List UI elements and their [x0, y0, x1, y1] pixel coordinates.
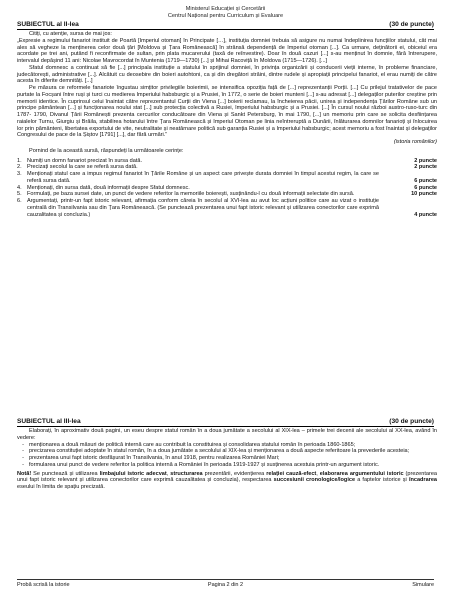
question-item [17, 198, 437, 218]
source-citation: (istoria românilor) [393, 139, 437, 145]
question-text: Menționați statul care a impus regimul fanariot în Țările Române și un aspect care privește durata domniei în timpul acestui regim, la care se referă sursa dată. [27, 171, 379, 184]
question-text: Numiți un domn fanariot precizat în sursa dată. [27, 157, 143, 164]
question-text: Menționați, din sursa dată, două informații despre Sfatul domnesc. [27, 184, 190, 191]
source-paragraph-2: Sfatul domnesc a continuat să fie [...] principala instituție a statului în sprijinul domniei, în privința organizării și conducerii vieții interne, în probleme financiare, judecătorești, administrative [...]. Alcătuit cu deosebire din boieri autohtoni, ca și din dregători străini, dintre rudele și apropiații principelui fanariot, el erau numiți de către acesta în diferite demnități. [...] [17, 64, 437, 85]
grading-note [17, 471, 437, 491]
question-text: Precizați secolul la care se referă sursa dată. [27, 164, 138, 171]
dash-marker: - [22, 441, 24, 448]
dash-marker: - [22, 455, 24, 461]
requirement-text: menționarea a două măsuri de politică internă care au contribuit la constituirea și consolidarea statului român în perioada 1860-1865; [29, 441, 356, 448]
document-header [0, 6, 451, 20]
subject3-heading [17, 418, 434, 427]
requirement-item [17, 442, 437, 449]
requirement-item [17, 448, 437, 455]
question-item [17, 171, 437, 185]
question-number: 3. [17, 171, 22, 177]
question-text: Formulați, pe baza sursei date, un punct de vedere referitor la memoriile boierești, susținându-l cu două informații selectate din sursă. [27, 191, 355, 198]
subject2-heading [17, 21, 434, 30]
question-number: 1. [17, 157, 22, 164]
question-number: 4. [17, 184, 22, 191]
dash-marker: - [22, 448, 24, 455]
question-points: 2 puncte [414, 164, 437, 171]
dash-marker: - [22, 461, 24, 468]
subject2-prompt: Pornind de la această sursă, răspundeți la următoarele cerințe: [29, 147, 184, 154]
requirement-item [17, 455, 437, 462]
subject3-title: SUBIECTUL al III-lea [17, 418, 81, 425]
subject3-body [17, 428, 437, 491]
page-footer [17, 579, 434, 589]
note-lead: Notă! [17, 470, 32, 477]
subject3-intro: Elaborați, în aproximativ două pagini, un eseu despre statul român în a doua jumătate a secolului al XIX-lea – primele trei decenii ale secolului al XX-lea, având în vedere: [17, 428, 437, 441]
question-points: 4 puncte [414, 211, 437, 218]
note-emphasis: încadrarea [408, 477, 437, 484]
question-item [17, 158, 437, 165]
subject2-points: (30 de puncte) [389, 21, 434, 28]
note-text: a faptelor istorice și [355, 477, 409, 484]
question-item [17, 164, 437, 171]
note-text: eseului în limita de spațiu precizată. [17, 484, 105, 490]
subject2-instruction: Citiți, cu atenție, sursa de mai jos: [29, 31, 112, 37]
footer-left: Probă scrisă la istorie [17, 582, 70, 588]
note-text: (prezentarea unui fapt istoric relevant și utilizarea conectorilor care exprimă cauzalitatea și concluzia), respectarea [17, 470, 437, 484]
question-number: 6. [17, 198, 22, 204]
question-item [17, 191, 437, 198]
question-text: Argumentați, printr-un fapt istoric relevant, afirmația conform căreia în secolul al XVI-lea au avut loc acțiuni politice care au vizat o instituție centrală din Transilvania sau din Țara Românească. (Se punctează prezentarea unui fapt istoric relevant și utilizarea conectorilor care exprimă cauzalitatea și concluzia.) [27, 198, 379, 218]
question-number: 5. [17, 191, 22, 198]
subject2-body [17, 31, 437, 218]
page-number: Pagina 2 din 2 [207, 582, 244, 588]
note-emphasis: elaborarea argumentului istoric [319, 470, 404, 477]
question-item [17, 185, 437, 192]
requirement-text: prezentarea unui fapt istoric desfășurat în Transilvania, în anul 1918, pentru realizarea României Mari; [29, 455, 280, 461]
note-emphasis: relației cauză-efect [266, 470, 317, 477]
note-text: , [316, 470, 320, 477]
note-text: prezentării, evidențierea [202, 470, 267, 477]
note-emphasis: succesiunii cronologice/logice [273, 477, 356, 484]
source-paragraph-3: Pe măsura ce reformele fanariote îngustau simțitor privilegiile boierimii, se intensifica opoziția față de [...] reprezentanții Porții. [...] Cu prilejul tratativelor de pace purtate la Focșani între ruși și turci cu medierea Imperiului habsburgic și a Prusiei, în 1772, o serie de boieri munteni [...] s-au adresat [...] delegaților puterilor creștine prin memorii identice. În cuprinsul celui înaintat către reprezentantul Curții din Viena [...] boierii reclamau, la încheierea păcii, unirea și independența Țărilor Române sub un principe pământean [...] și funcționarea noului stat [...] sub protecția colectivă a Rusiei, Imperiului habsburgic și a Prusiei. [...] În cursul noului război austro-ruso-turc din 1787- 1790, Divanul Țării Românești prezenta cercurilor conducătoare din Viena și Sankt Petersburg, în mai 1790, [...] un memoriu prin care se solicita desființarea raialelor Turnu, Giurgiu și Brăila, stabilirea hotarului între Țara Românească și Imperiul Otoman pe linia neîntreruptă a Dunării, înlăturarea domnilor fanarioți și înlocuirea lor prin pământeni, libertatea exportului de vite, neutralitate și neatârnare politică sub garanția Rusiei și a Imperiului habsburgic; acest memoriu a fost înaintat și delegaților Congresului de pace de la Șiștov [1791] [...], dar fără urmări.” [17, 85, 437, 139]
note-emphasis: limbajului istoric adecvat [99, 470, 167, 477]
note-emphasis: structurarea [170, 470, 203, 477]
question-number: 2. [17, 164, 22, 171]
note-text: Se punctează și utilizarea [31, 470, 100, 477]
note-text: , [166, 470, 171, 477]
question-points: 2 puncte [414, 157, 437, 164]
question-points: 10 puncte [411, 191, 437, 198]
requirement-text: formularea unui punct de vedere referitor la politica internă a României în perioada 1919-1927 și susținerea acestuia printr-un argument istoric. [29, 461, 380, 468]
ministry-name: Ministerul Educației și Cercetării [185, 6, 266, 12]
requirement-text: precizarea constituției adoptate în statul român, în a doua jumătate a secolului al XIX-lea și menționarea a două aspecte referitoare la prevederile acesteia; [29, 448, 410, 455]
center-name: Centrul Național pentru Curriculum și Evaluare [167, 13, 284, 19]
source-paragraph-1: „Expresie a regimului fanariot instituit de Poartă [Imperiul otoman] în Principate […], instituția domniei trebuia să asigure nu numai îndeplinirea funcțiilor statului, cât mai ales să vegheze la menținerea celor două țări [Moldova și Țara Românească] în strânsă dependență de Imperiul otoman [...]. Ca urmare, deținătorii ei, obiceiul era acordate pe trei ani, putând fi reconfirmate de sultan, prin plata mucarerului (taxă de reînvestire). Doar în două cazuri [...] s-au menținut în domnie, fără întrerupere, intervalul depășind 11 ani: Nicolae Mavrocordat în Muntenia (1719—1730) [...] și Mihai Racoviță în Moldova (1715—1726). [...] [17, 37, 437, 64]
question-points: 6 puncte [414, 177, 437, 184]
subject3-points: (30 de puncte) [389, 418, 434, 425]
subject2-title: SUBIECTUL al II-lea [17, 21, 79, 28]
requirement-item [17, 462, 437, 469]
footer-right: Simulare [412, 582, 434, 588]
question-points: 6 puncte [414, 184, 437, 191]
